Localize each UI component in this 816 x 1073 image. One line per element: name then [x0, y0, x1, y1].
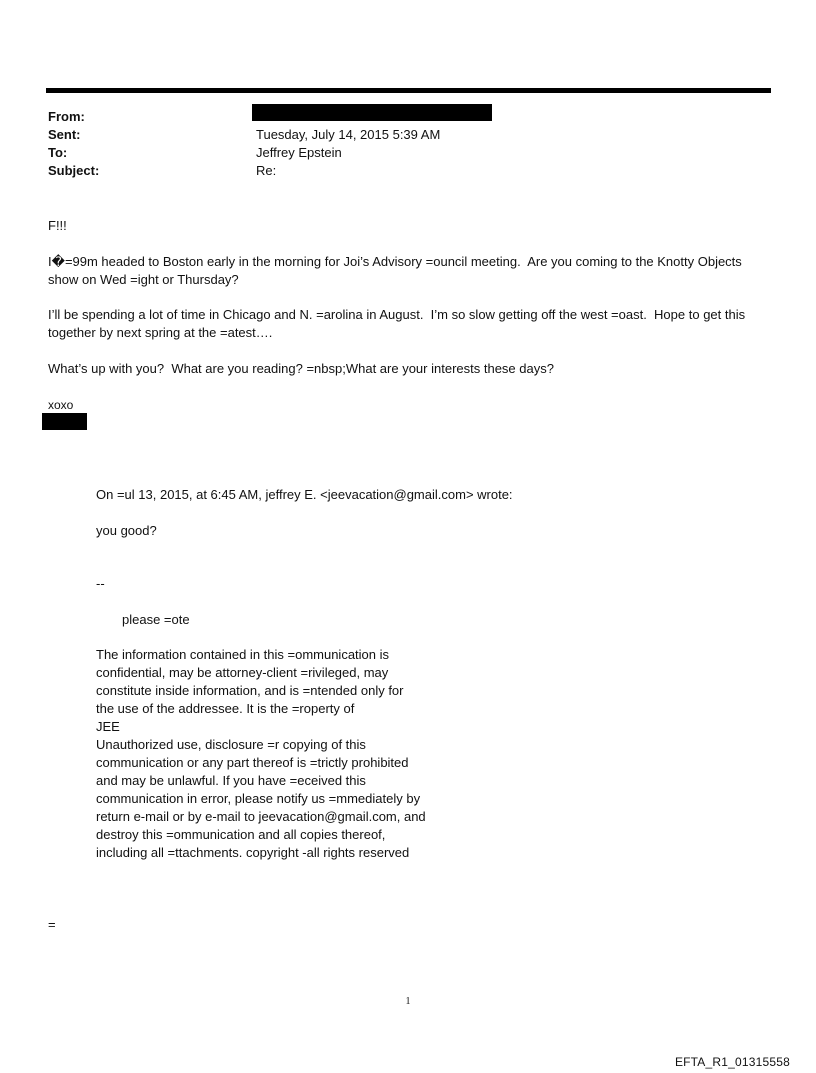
to-label: To: [48, 145, 68, 160]
notice-line: The information contained in this =ommunication is [96, 647, 390, 662]
notice-line: Unauthorized use, disclosure =r copying of this [96, 737, 366, 752]
please-note: please =ote [122, 612, 190, 627]
body-paragraph-3: What’s up with you? What are you reading? =nbsp;What are your interests these days? [48, 361, 554, 376]
subject-value: Re: [256, 163, 277, 178]
sent-label: Sent: [48, 127, 81, 142]
document-id: EFTA_R1_01315558 [674, 1055, 790, 1069]
notice-line: and may be unlawful. If you have =eceived this [96, 773, 366, 788]
trailing-equals: = [48, 917, 56, 932]
to-value: Jeffrey Epstein [256, 145, 342, 160]
sent-value: Tuesday, July 14, 2015 5:39 AM [256, 127, 441, 142]
redacted-sender [252, 104, 492, 121]
body-paragraph-1: I�=99m headed to Boston early in the morning for Joi’s Advisory =ouncil meeting. Are you coming to the Knotty Objects show on Wed =ight or Thursday? [48, 254, 746, 287]
notice-line: destroy this =ommunication and all copies thereof, [96, 827, 386, 842]
page-number: 1 [405, 996, 411, 1007]
header-rule [46, 88, 771, 93]
redacted-signature [42, 413, 87, 430]
notice-line: JEE [96, 719, 120, 734]
confidentiality-notice [96, 646, 456, 862]
notice-line: constitute inside information, and is =ntended only for [96, 683, 404, 698]
quoted-message: you good? [96, 523, 157, 538]
notice-line: including all =ttachments. copyright -all rights reserved [96, 845, 410, 860]
body-paragraph-2: I’ll be spending a lot of time in Chicago and N. =arolina in August. I’m so slow getting off the west =oast. Hope to get this together by next spring at the =atest…. [48, 307, 749, 340]
notice-line: confidential, may be attorney-client =rivileged, may [96, 665, 389, 680]
notice-line: the use of the addressee. It is the =roperty of [96, 701, 355, 716]
greeting: F!!! [48, 218, 67, 233]
quoted-attribution: On =ul 13, 2015, at 6:45 AM, jeffrey E. <jeevacation@gmail.com> wrote: [96, 487, 513, 502]
signature-separator: -- [96, 576, 105, 591]
notice-line: communication or any part thereof is =trictly prohibited [96, 755, 409, 770]
notice-line: return e-mail or by e-mail to jeevacation@gmail.com, and [96, 809, 426, 824]
from-label: From: [48, 109, 85, 124]
subject-label: Subject: [48, 163, 100, 178]
notice-line: communication in error, please notify us =mmediately by [96, 791, 421, 806]
signoff: xoxo [48, 398, 74, 412]
